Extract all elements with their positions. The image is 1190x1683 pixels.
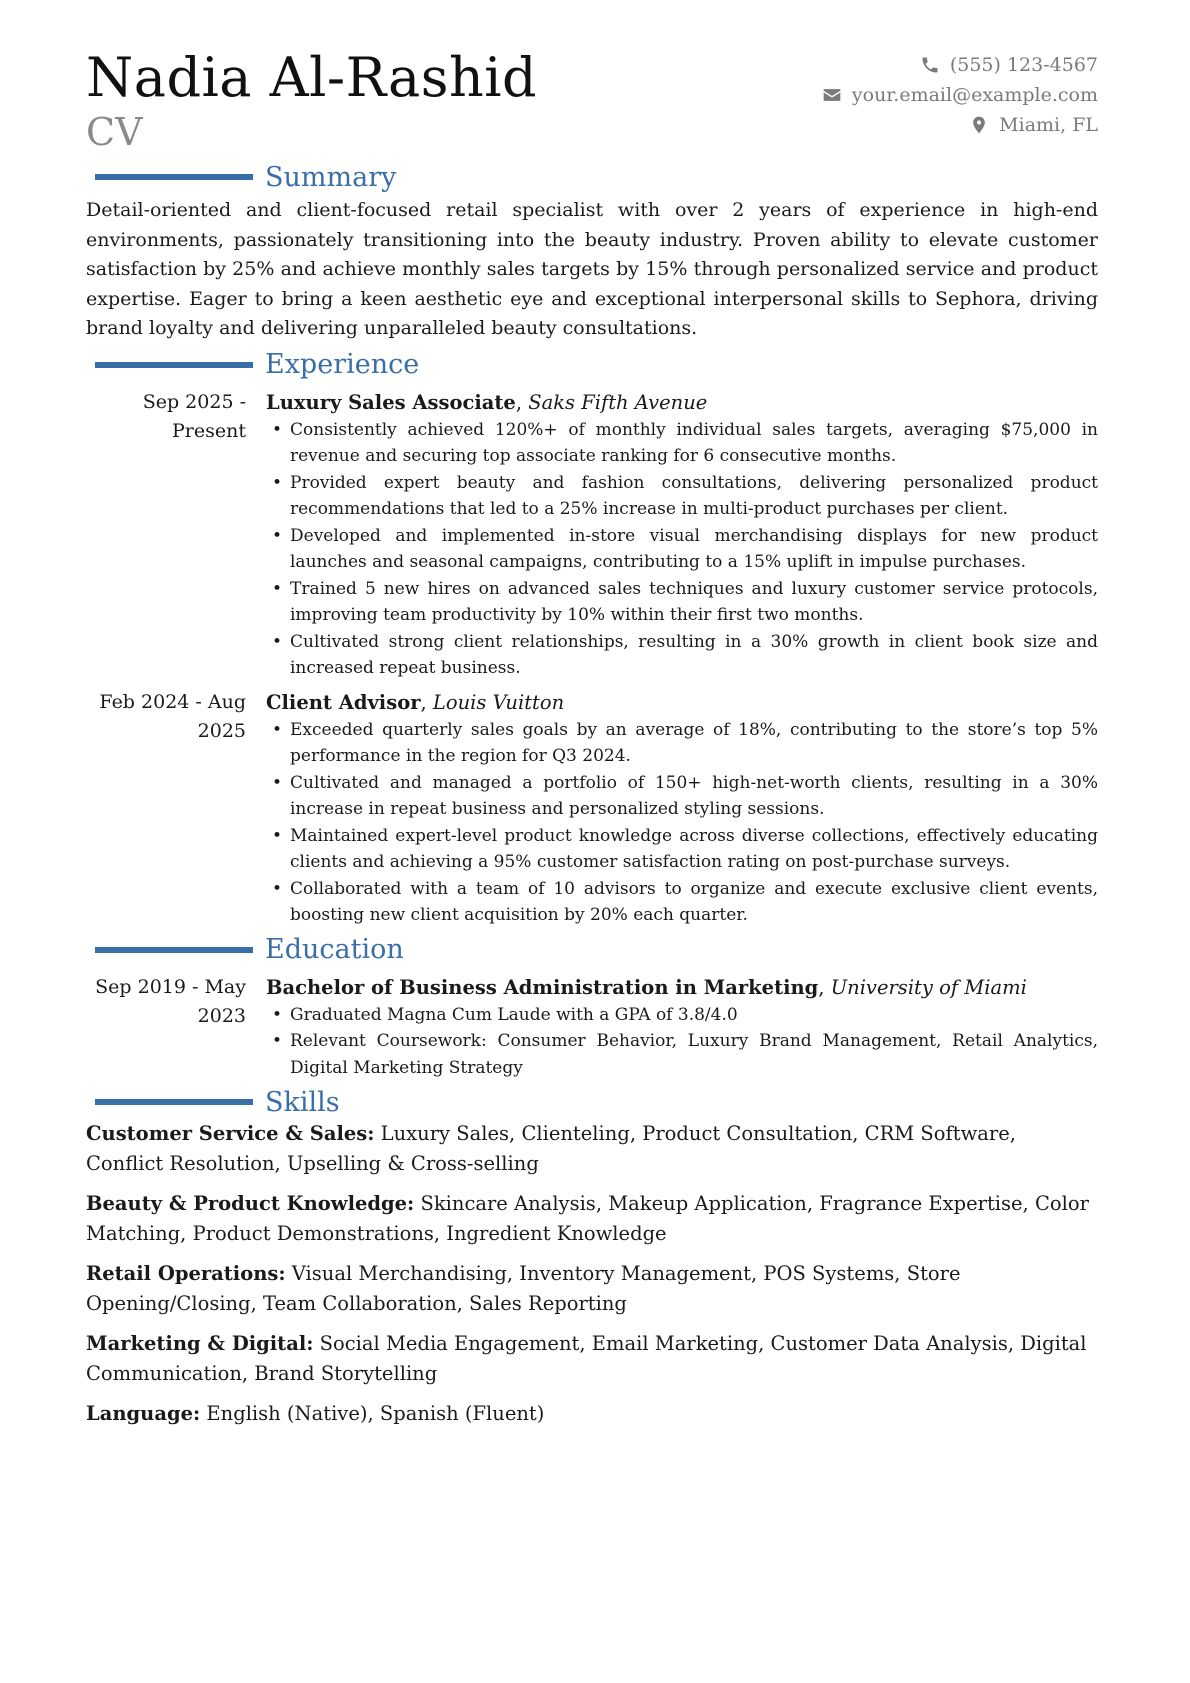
section-title-education: Education	[265, 934, 404, 965]
section-title-skills: Skills	[265, 1086, 340, 1118]
skill-category: Language:	[86, 1402, 201, 1425]
entry-date: Sep 2025 - Present	[142, 390, 246, 442]
entry-title: Client Advisor, Louis Vuitton	[266, 690, 565, 714]
summary-heading	[86, 160, 1098, 194]
entry-date: Sep 2019 - May 2023	[95, 975, 246, 1027]
job-role: Client Advisor	[266, 690, 421, 714]
contact-location	[822, 110, 1098, 140]
contact-info	[822, 50, 1098, 140]
job-organization: Saks Fifth Avenue	[528, 390, 708, 414]
section-bar	[95, 947, 253, 953]
skill-group	[86, 1329, 1098, 1388]
skill-category: Beauty & Product Knowledge:	[86, 1192, 415, 1215]
document-subtitle: CV	[86, 110, 143, 154]
section-bar	[95, 1099, 253, 1105]
skill-group	[86, 1399, 1098, 1429]
list-item: • Exceeded quarterly sales goals by an average of 18%, contributing to the store’s top 5% performance in the region for Q3 2024.	[266, 717, 1098, 770]
job-role: Luxury Sales Associate	[266, 390, 516, 414]
skill-category: Retail Operations:	[86, 1262, 286, 1285]
cv-page	[86, 46, 1098, 1440]
entry-body	[266, 973, 1098, 1082]
section-title-experience: Experience	[265, 349, 420, 380]
list-item: • Maintained expert-level product knowledge across diverse collections, effectively educating clients and achieving a 95% customer satisfaction rating on post-purchase surveys.	[266, 823, 1098, 876]
achievement-list	[266, 417, 1098, 682]
school-name: University of Miami	[830, 975, 1027, 999]
email-address[interactable]: your.email@example.com	[851, 84, 1098, 106]
education-entry	[86, 973, 1098, 1082]
entry-body	[266, 388, 1098, 682]
location-text: Miami, FL	[999, 114, 1098, 136]
skill-category: Marketing & Digital:	[86, 1332, 314, 1355]
skills-heading	[86, 1085, 1098, 1119]
contact-phone	[822, 50, 1098, 80]
skill-items: Social Media Engagement, Email Marketing, Customer Data Analysis, Digital Communication, Brand Storytelling	[86, 1332, 1087, 1385]
summary-text: Detail-oriented and client-focused retail specialist with over 2 years of experience in high-end environments, passionately transitioning into the beauty industry. Proven ability to elevate customer satisfaction by 25% and achieve monthly sales targets by 15% through personalized service and product expertise. Eager to bring a keen aesthetic eye and exceptional interpersonal skills to Sephora, driving brand loyalty and delivering unparalleled beauty consultations.	[86, 199, 1098, 339]
list-item: • Developed and implemented in-store visual merchandising displays for new product launches and seasonal campaigns, contributing to a 15% uplift in impulse purchases.	[266, 523, 1098, 576]
list-item: • Collaborated with a team of 10 advisors to organize and execute exclusive client events, boosting new client acquisition by 20% each quarter.	[266, 876, 1098, 929]
skills-list	[86, 1119, 1098, 1429]
phone-icon	[920, 55, 940, 75]
skill-items: Skincare Analysis, Makeup Application, Fragrance Expertise, Color Matching, Product Demonstrations, Ingredient Knowledge	[86, 1192, 1089, 1245]
list-item: • Cultivated strong client relationships, resulting in a 30% growth in client book size and increased repeat business.	[266, 629, 1098, 682]
skill-group	[86, 1119, 1098, 1178]
list-item: • Graduated Magna Cum Laude with a GPA of 3.8/4.0	[266, 1002, 1098, 1029]
entry-body	[266, 688, 1098, 929]
experience-entry	[86, 388, 1098, 682]
skill-items: English (Native), Spanish (Fluent)	[206, 1402, 545, 1425]
skill-group	[86, 1189, 1098, 1248]
entry-title: Bachelor of Business Administration in Marketing, University of Miami	[266, 975, 1027, 999]
entry-date: Feb 2024 - Aug 2025	[99, 690, 246, 742]
contact-email	[822, 80, 1098, 110]
experience-entry	[86, 688, 1098, 929]
degree-name: Bachelor of Business Administration in Marketing	[266, 975, 819, 999]
entry-title: Luxury Sales Associate, Saks Fifth Avenue	[266, 390, 708, 414]
section-bar	[95, 362, 253, 368]
phone-number: (555) 123-4567	[949, 54, 1098, 76]
education-heading	[86, 933, 1098, 967]
candidate-name: Nadia Al-Rashid	[86, 46, 538, 109]
map-pin-icon	[969, 115, 989, 135]
list-item: • Provided expert beauty and fashion consultations, delivering personalized product recommendations that led to a 25% increase in multi-product purchases per client.	[266, 470, 1098, 523]
list-item: • Cultivated and managed a portfolio of 150+ high-net-worth clients, resulting in a 30% increase in repeat business and personalized styling sessions.	[266, 770, 1098, 823]
experience-heading	[86, 348, 1098, 382]
skill-items: Visual Merchandising, Inventory Management, POS Systems, Store Opening/Closing, Team Collaboration, Sales Reporting	[86, 1262, 961, 1315]
education-details	[266, 1002, 1098, 1082]
list-item: • Consistently achieved 120%+ of monthly individual sales targets, averaging $75,000 in revenue and securing top associate ranking for 6 consecutive months.	[266, 417, 1098, 470]
envelope-icon	[822, 85, 842, 105]
cv-header	[86, 46, 1098, 156]
list-item: • Relevant Coursework: Consumer Behavior, Luxury Brand Management, Retail Analytics, Digital Marketing Strategy	[266, 1028, 1098, 1081]
skill-items: Luxury Sales, Clienteling, Product Consultation, CRM Software, Conflict Resolution, Upselling & Cross-selling	[86, 1122, 1016, 1175]
job-organization: Louis Vuitton	[432, 690, 565, 714]
skill-category: Customer Service & Sales:	[86, 1122, 375, 1145]
list-item: • Trained 5 new hires on advanced sales techniques and luxury customer service protocols, improving team productivity by 10% within their first two months.	[266, 576, 1098, 629]
skill-group	[86, 1259, 1098, 1318]
achievement-list	[266, 717, 1098, 929]
section-title-summary: Summary	[265, 161, 397, 193]
section-bar	[95, 174, 253, 180]
